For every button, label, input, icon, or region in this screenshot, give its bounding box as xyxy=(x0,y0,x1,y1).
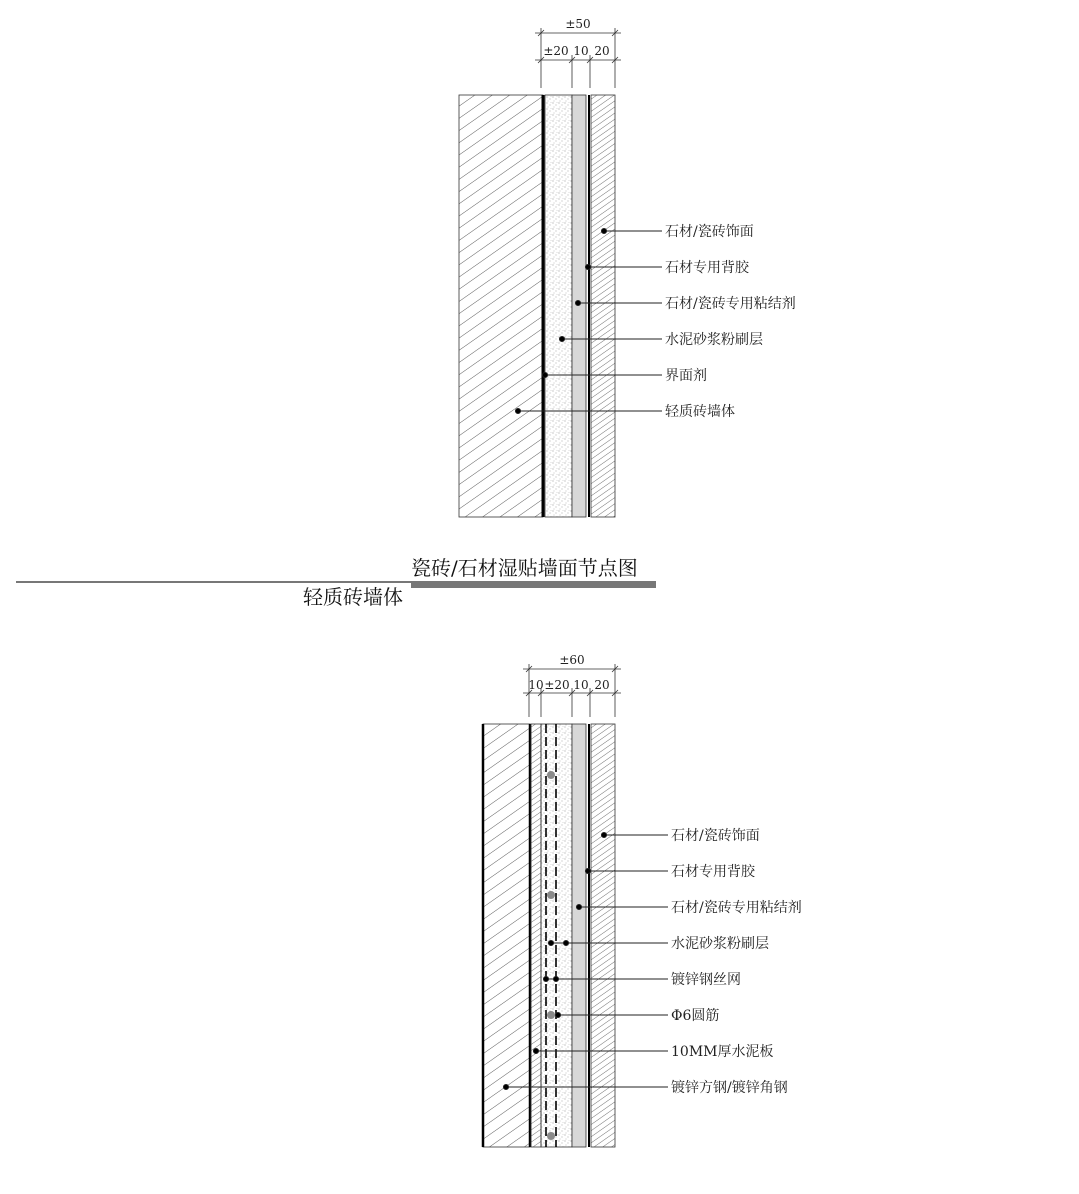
dim2-part-2: ±20 xyxy=(544,678,570,692)
cement-board-layer xyxy=(531,724,541,1147)
label2-4: 水泥砂浆粉刷层 xyxy=(671,936,769,952)
drawing-subtitle: 轻质砖墙体 xyxy=(303,585,403,609)
title-block xyxy=(16,556,656,609)
label2-1: 石材/瓷砖饰面 xyxy=(671,828,760,844)
label-6: 轻质砖墙体 xyxy=(665,404,735,420)
label-4: 水泥砂浆粉刷层 xyxy=(665,332,763,348)
label2-2: 石材专用背胶 xyxy=(671,864,755,880)
diagram-1-dimensions xyxy=(535,28,621,88)
dim-part-3: 20 xyxy=(594,44,610,58)
diagram-1-section xyxy=(459,17,796,517)
dim2-total: ±60 xyxy=(559,653,585,667)
stone-tile-finish xyxy=(591,95,615,517)
drawing-title: 瓷砖/石材湿贴墙面节点图 xyxy=(411,556,638,580)
dim2-part-4: 20 xyxy=(594,678,610,692)
stone-tile-finish-2 xyxy=(591,724,615,1147)
label2-3: 石材/瓷砖专用粘结剂 xyxy=(671,900,802,916)
light-brick-wall-hatch xyxy=(459,95,543,517)
label2-6: Φ6圆筋 xyxy=(671,1008,720,1024)
label-5: 界面剂 xyxy=(665,368,707,384)
label-2: 石材专用背胶 xyxy=(665,260,749,276)
label2-8: 镀锌方钢/镀锌角钢 xyxy=(671,1080,788,1096)
title-bar xyxy=(411,582,656,588)
dim-part-2: 10 xyxy=(573,44,589,58)
dim2-part-1: 10 xyxy=(528,678,544,692)
dim2-part-3: 10 xyxy=(573,678,589,692)
tile-adhesive-layer-2 xyxy=(572,724,586,1147)
cement-mortar-layer xyxy=(545,95,572,517)
label-3: 石材/瓷砖专用粘结剂 xyxy=(665,296,796,312)
diagram-2-section xyxy=(483,653,802,1147)
tile-adhesive-layer xyxy=(572,95,586,517)
dim-total: ±50 xyxy=(565,17,591,31)
steel-frame-hatch xyxy=(483,724,530,1147)
label2-5: 镀锌钢丝网 xyxy=(671,972,741,988)
dim-part-1: ±20 xyxy=(543,44,569,58)
label-1: 石材/瓷砖饰面 xyxy=(665,224,754,240)
label2-7: 10MM厚水泥板 xyxy=(671,1044,774,1060)
